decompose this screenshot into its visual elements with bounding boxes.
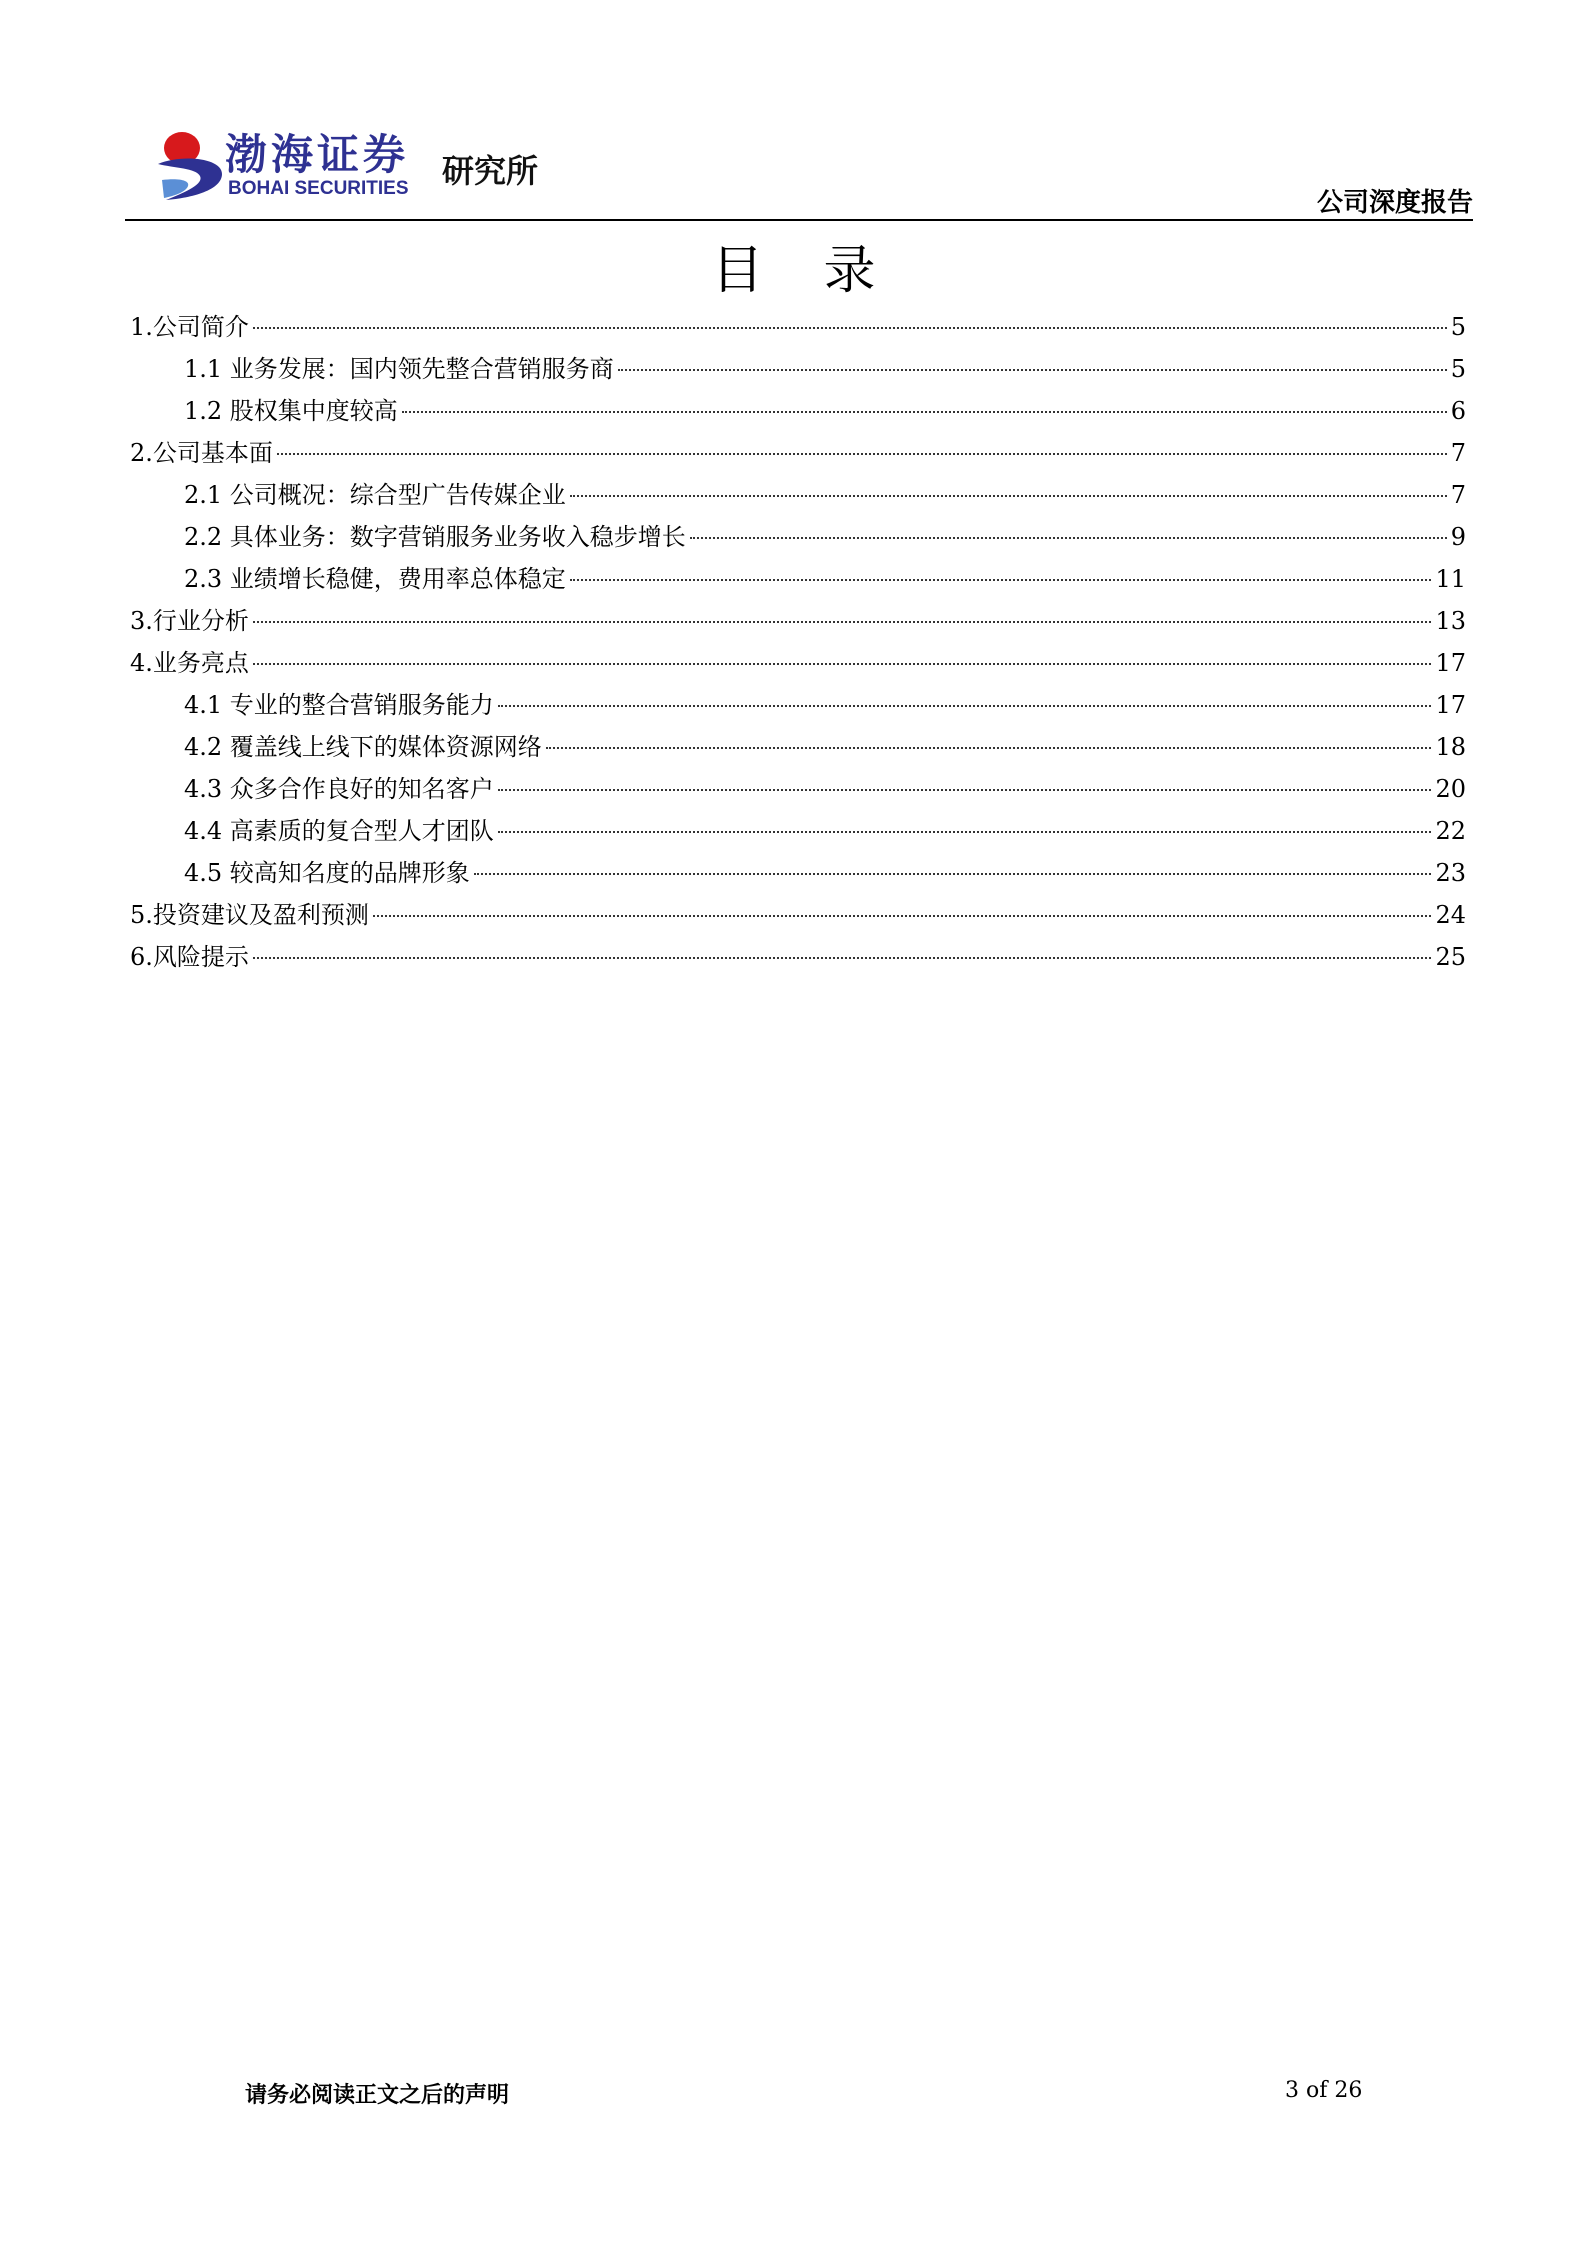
- toc-entry-label: 4.4 高素质的复合型人才团队: [184, 817, 494, 845]
- toc-dot-leader: [498, 705, 1432, 707]
- toc-entry[interactable]: [130, 306, 1466, 348]
- toc-entry-page: 17: [1435, 691, 1466, 719]
- toc-entry[interactable]: [130, 516, 1466, 558]
- toc-title: 目录: [711, 241, 936, 301]
- toc-entry[interactable]: [130, 390, 1466, 432]
- toc-entry[interactable]: [130, 642, 1466, 684]
- toc-entry-label: 4.业务亮点: [130, 649, 249, 677]
- toc-dot-leader: [498, 789, 1432, 791]
- toc-entry-page: 13: [1435, 607, 1466, 635]
- toc-entry-page: 25: [1435, 943, 1466, 971]
- toc-entry[interactable]: [130, 768, 1466, 810]
- toc-entry-label: 4.3 众多合作良好的知名客户: [184, 775, 494, 803]
- toc-entry-page: 23: [1435, 859, 1466, 887]
- toc-entry[interactable]: [130, 684, 1466, 726]
- toc-entry[interactable]: [130, 474, 1466, 516]
- toc-entry[interactable]: [130, 600, 1466, 642]
- toc-dot-leader: [546, 747, 1432, 749]
- bohai-logo-icon: [152, 124, 232, 208]
- toc-entry-label: 6.风险提示: [130, 943, 249, 971]
- footer-page-indicator: 3 of 26: [1285, 2078, 1363, 2103]
- toc-entry-page: 5: [1450, 355, 1466, 383]
- toc-entry-label: 2.3 业绩增长稳健，费用率总体稳定: [184, 565, 566, 593]
- toc-dot-leader: [253, 957, 1432, 959]
- page-header: [125, 110, 1473, 220]
- brand-name-cn: 渤海证券: [225, 130, 410, 179]
- toc-entry-page: 5: [1450, 313, 1466, 341]
- toc-dot-leader: [253, 621, 1432, 623]
- toc-entry-label: 4.2 覆盖线上线下的媒体资源网络: [184, 733, 542, 761]
- toc-entry-page: 6: [1450, 397, 1466, 425]
- institute-label: 研究所: [442, 152, 539, 190]
- toc-entry[interactable]: [130, 894, 1466, 936]
- toc-entry-page: 24: [1435, 901, 1466, 929]
- toc-entry-label: 1.2 股权集中度较高: [184, 397, 398, 425]
- toc-entry-page: 20: [1435, 775, 1466, 803]
- footer-disclaimer: 请务必阅读正文之后的声明: [245, 2082, 510, 2108]
- toc-dot-leader: [474, 873, 1432, 875]
- toc-entry-label: 2.1 公司概况：综合型广告传媒企业: [184, 481, 566, 509]
- toc-entry-page: 18: [1435, 733, 1466, 761]
- toc-dot-leader: [570, 579, 1432, 581]
- toc-entry[interactable]: [130, 726, 1466, 768]
- toc-dot-leader: [570, 495, 1447, 497]
- toc-entry-label: 4.5 较高知名度的品牌形象: [184, 859, 470, 887]
- toc-dot-leader: [690, 537, 1447, 539]
- header-divider: [125, 219, 1473, 221]
- toc-dot-leader: [253, 327, 1447, 329]
- brand-name-en: BOHAI SECURITIES: [228, 178, 409, 199]
- toc-entry-label: 2.公司基本面: [130, 439, 273, 467]
- report-type-label: 公司深度报告: [1316, 188, 1473, 218]
- toc-dot-leader: [618, 369, 1447, 371]
- toc-entry-label: 4.1 专业的整合营销服务能力: [184, 691, 494, 719]
- table-of-contents: [130, 306, 1466, 978]
- toc-entry-label: 5.投资建议及盈利预测: [130, 901, 369, 929]
- toc-dot-leader: [373, 915, 1432, 917]
- toc-dot-leader: [402, 411, 1447, 413]
- toc-entry-page: 9: [1450, 523, 1466, 551]
- toc-entry[interactable]: [130, 852, 1466, 894]
- toc-entry-page: 11: [1435, 565, 1466, 593]
- toc-entry-label: 2.2 具体业务：数字营销服务业务收入稳步增长: [184, 523, 686, 551]
- toc-entry-label: 3.行业分析: [130, 607, 249, 635]
- toc-entry-page: 7: [1450, 481, 1466, 509]
- toc-entry-page: 22: [1435, 817, 1466, 845]
- toc-entry[interactable]: [130, 810, 1466, 852]
- toc-dot-leader: [253, 663, 1432, 665]
- toc-dot-leader: [277, 453, 1447, 455]
- toc-entry-page: 7: [1450, 439, 1466, 467]
- toc-entry[interactable]: [130, 348, 1466, 390]
- toc-entry-page: 17: [1435, 649, 1466, 677]
- toc-entry[interactable]: [130, 558, 1466, 600]
- toc-dot-leader: [498, 831, 1432, 833]
- toc-entry-label: 1.公司简介: [130, 313, 249, 341]
- toc-entry[interactable]: [130, 936, 1466, 978]
- toc-entry-label: 1.1 业务发展：国内领先整合营销服务商: [184, 355, 614, 383]
- toc-entry[interactable]: [130, 432, 1466, 474]
